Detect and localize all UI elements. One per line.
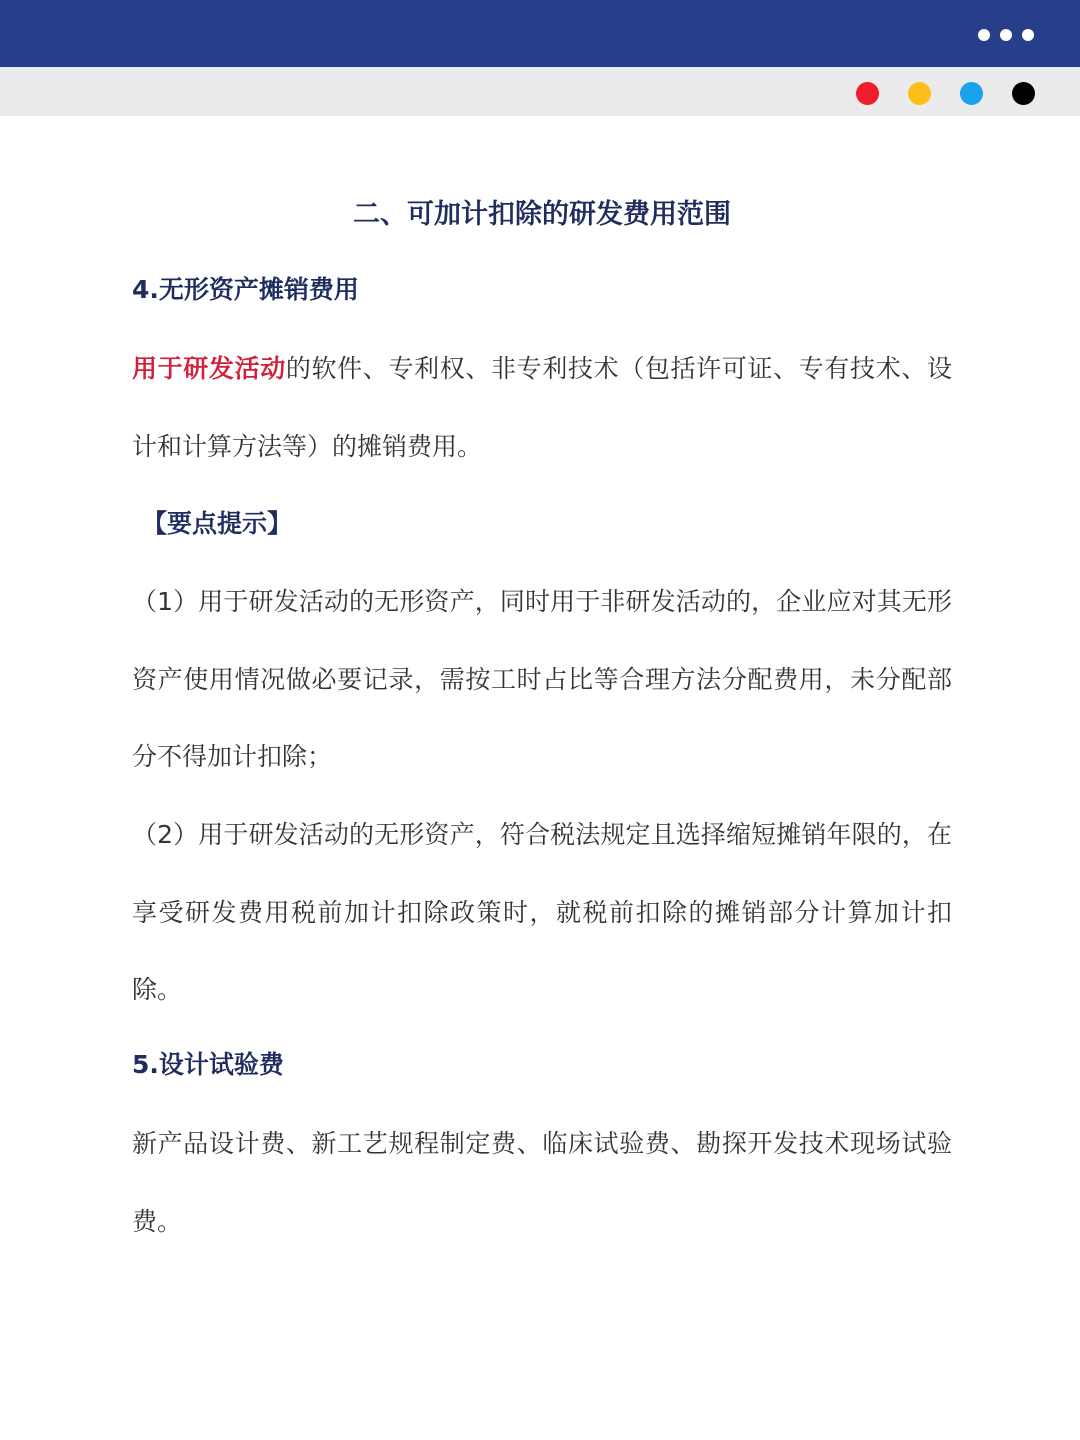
keypoint-2: （2）用于研发活动的无形资产，符合税法规定且选择缩短摊销年限的，在享受研发费用税前加计扣除政策时，就税前扣除的摊销部分计算加计扣除。 xyxy=(132,820,952,1004)
color-swatch-red[interactable] xyxy=(856,82,879,105)
more-horizontal-icon[interactable] xyxy=(978,29,1034,41)
keypoint-label: 【要点提示】 xyxy=(142,509,293,538)
color-swatch-yellow[interactable] xyxy=(908,82,931,105)
color-swatch-bar xyxy=(0,67,1080,116)
section-4-paragraph xyxy=(132,330,952,485)
highlight-text: 用于研发活动 xyxy=(132,354,286,383)
color-swatch-black[interactable] xyxy=(1012,82,1035,105)
top-bar xyxy=(0,0,1080,67)
dot xyxy=(1022,29,1034,41)
dot xyxy=(978,29,990,41)
page-title: 二、可加计扣除的研发费用范围 xyxy=(353,199,731,230)
section-5-heading: 5.设计试验费 xyxy=(132,1050,284,1079)
section-5-paragraph: 新产品设计费、新工艺规程制定费、临床试验费、勘探开发技术现场试验费。 xyxy=(132,1129,952,1236)
dot xyxy=(1000,29,1012,41)
paragraph-text: 的软件、专利权、非专利技术（包括许可证、专有技术、设计和计算方法等）的摊销费用。 xyxy=(132,354,952,461)
color-swatch-blue[interactable] xyxy=(960,82,983,105)
section-4-heading: 4.无形资产摊销费用 xyxy=(132,275,359,304)
keypoint-1: （1）用于研发活动的无形资产，同时用于非研发活动的，企业应对其无形资产使用情况做必要记录，需按工时占比等合理方法分配费用，未分配部分不得加计扣除； xyxy=(132,587,952,771)
